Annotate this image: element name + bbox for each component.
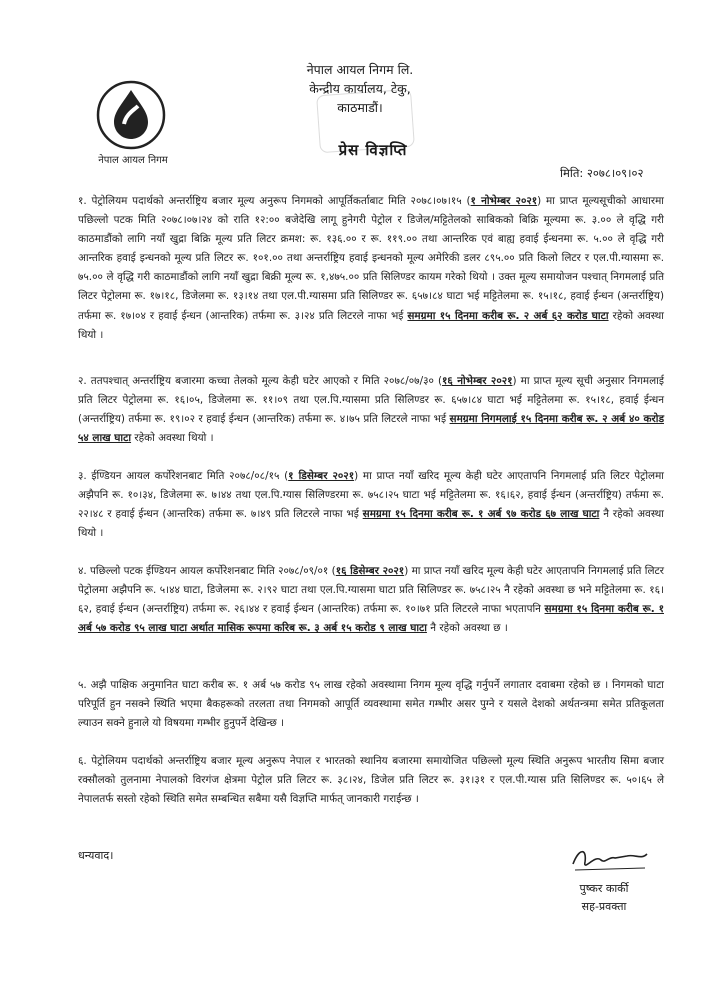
document-date: मिति: २०७८।०९।०२: [560, 166, 644, 180]
paragraph-3: ३. ईण्डियन आयल कर्पोरेशनबाट मिति २०७८/०८/१५ (१ डिसेम्बर २०२१) मा प्राप्त नयाँ खरिद मूल्य केही घटेर आएतापनि निगमलाई प्रति लिटर पेट्रोलमा अझैपनि रू. १०।३४, डिजेलमा रू. ७।४४ तथा एल.पि.ग्यास सिलिण्डरमा रू. ७५८।२५ घाटा भई मट्टितेलमा रू. १६।६२, हवाई ईन्धन (अन्तर्राष्ट्रिय) तर्फमा रू. २२।४८ र हवाई ईन्धन (आन्तरिक) तर्फमा रू. ७।४९ प्रति लिटरले नाफा भई समग्रमा १५ दिनमा करीब रू. १ अर्ब ९७ करोड ६७ लाख घाटा नै रहेको अवस्था थियो ।: [78, 470, 664, 540]
paragraph-4: ४. पछिल्लो पटक ईण्डियन आयल कर्पोरेशनबाट मिति २०७८/०९/०१ (१६ डिसेम्बर २०२१) मा प्राप्त नयाँ खरिद मूल्य केही घटेर आएतापनि निगमलाई प्रति लिटर पेट्रोलमा अझैपनि रू. ५।४४ घाटा, डिजेलमा रू. २।९२ घाटा तथा एल.पि.ग्यासमा घाटा प्रति सिलिण्डर रू. ७५८।२५ नै रहेको अवस्था छ भने मट्टितेलमा रू. १६।६२, हवाई ईन्धन (अन्तर्राष्ट्रिय) तर्फमा रू. २६।४४ र हवाई ईन्धन (आन्तरिक) तर्फमा रू. १०।७१ प्रति लिटरले नाफा भएतापनि समग्रमा १५ दिनमा करीब रू. १ अर्ब ५७ करोड ९५ लाख घाटा अर्थात मासिक रूपमा करिब रू. ३ अर्ब १५ करोड ९ लाख घाटा नै रहेको अवस्था छ ।: [78, 565, 664, 635]
paragraph-1: १. पेट्रोलियम पदार्थको अन्तर्राष्ट्रिय बजार मूल्य अनुरूप निगमको आपूर्तिकर्ताबाट मिति २०७८।०७।१५ (१ नोभेम्बर २०२१) मा प्राप्त मूल्यसूचीको आधारमा पछिल्लो पटक मिति २०७८।०७।२४ को राति १२:०० बजेदेखि लागू हुनेगरी पेट्रोल र डिजेल/मट्टितेलको साबिकको बिक्रि मूल्यमा रू. ३.०० ले वृद्धि गरी काठमाडौंको लागि नयाँ खुद्रा बिक्रि मूल्य प्रति लिटर क्रमश: रू. १३६.०० र रू. ११९.०० तथा आन्तरिक एवं बाह्य हवाई ईन्धनमा रू. ५.०० ले वृद्धि गरी आन्तरिक हवाई इन्धनको मूल्य प्रति लिटर रू. १०१.०० तथा अन्तर्राष्ट्रिय हवाई इन्धनको मूल्य अमेरिकी डलर ८९५.०० प्रति किलो लिटर र एल.पी.ग्यासमा रू. ७५.०० ले वृद्धि गरी काठमाडौंको लागि नयाँ खुद्रा बिक्री मूल्य रू. १,४७५.०० प्रति सिलिण्डर कायम गरेको थियो । उक्त मूल्य समायोजन पश्चात् निगमलाई प्रति लिटर पेट्रोलमा रू. १७।१८, डिजेलमा रू. १३।१४ तथा एल.पी.ग्यासमा प्रति सिलिण्डर रू. ६५७।८४ घाटा भई मट्टितेलमा रू. १५।१८, हवाई ईन्धन (अन्तर्राष्ट्रिय) तर्फमा रू. १७।०४ र हवाई ईन्धन (आन्तरिक) तर्फमा रू. ३।२४ प्रति लिटरले नाफा भई समग्रमा १५ दिनमा करीब रू. २ अर्ब ६२ करोड घाटा रहेको अवस्था थियो ।: [78, 195, 664, 341]
office-address: केन्द्रीय कार्यालय, टेकु,: [309, 81, 411, 96]
paragraph-6: ६. पेट्रोलियम पदार्थको अन्तर्राष्ट्रिय बजार मूल्य अनुरूप नेपाल र भारतको स्थानिय बजारमा समायोजित पछिल्लो मूल्य स्थिति अनुरूप भारतीय सिमा बजार रक्सौलको तुलनामा नेपालको विरगंज क्षेत्रमा पेट्रोल प्रति लिटर रू. ३८।२४, डिजेल प्रति लिटर रू. ३१।३१ र एल.पी.ग्यास प्रति सिलिण्डर रू. ५०।६५ ले नेपालतर्फ सस्तो रहेको स्थिति समेत सम्बन्धित सबैमा यसै विज्ञप्ति मार्फत् जानकारी गराईन्छ ।: [78, 755, 664, 806]
signature-mark: [565, 842, 655, 878]
signatory-role: सह-प्रवक्ता: [581, 900, 627, 913]
logo-text: नेपाल आयल निगम: [98, 155, 168, 166]
paragraph-2: २. ततपश्चात् अन्तर्राष्ट्रिय बजारमा कच्चा तेलको मूल्य केही घटेर आएको र मिति २०७८/०७/३० (१६ नोभेम्बर २०२१) मा प्राप्त मूल्य सूची अनुसार निगमलाई प्रति लिटर पेट्रोलमा रू. १६।०५, डिजेलमा रू. ११।०९ तथा एल.पि.ग्यासमा प्रति सिलिण्डर रू. ६५७।८४ घाटा भई मट्टितेलमा रू. १५।१८, हवाई ईन्धन (अन्तर्राष्ट्रिय) तर्फमा रू. १९।०२ र हवाई ईन्धन (आन्तरिक) तर्फमा रू. ४।७५ प्रति लिटरले नाफा भई समग्रमा निगमलाई १५ दिनमा करीब रू. २ अर्ब ४० करोड ५४ लाख घाटा रहेको अवस्था थियो ।: [78, 375, 665, 445]
closing-text: धन्यवाद।: [78, 849, 114, 862]
org-name: नेपाल आयल निगम लि.: [306, 62, 414, 77]
paragraph-5: ५. अझै पाक्षिक अनुमानित घाटा करीब रू. १ अर्ब ५७ करोड ९५ लाख रहेको अवस्थामा निगम मूल्य वृद्धि गर्नुपर्ने लगातार दवाबमा रहेको छ । निगमको घाटा परिपूर्ति हुन नसक्ने स्थिति भएमा बैकहरूको तरलता तथा निगमको आपूर्ति व्यवस्थामा समेत गम्भीर असर पुग्ने र यसले देशको अर्थतन्त्रमा समेत प्रतिकूलता ल्याउन सक्ने हुनाले यो विषयमा गम्भीर हुनुपर्ने देखिन्छ ।: [78, 679, 664, 730]
city: काठमाडौं।: [337, 100, 383, 115]
signatory-block: [564, 880, 644, 916]
signatory-name: पुष्कर कार्की: [579, 882, 629, 895]
page-title: प्रेस विज्ञप्ति: [338, 141, 408, 159]
drop-logo-icon: [96, 80, 166, 150]
